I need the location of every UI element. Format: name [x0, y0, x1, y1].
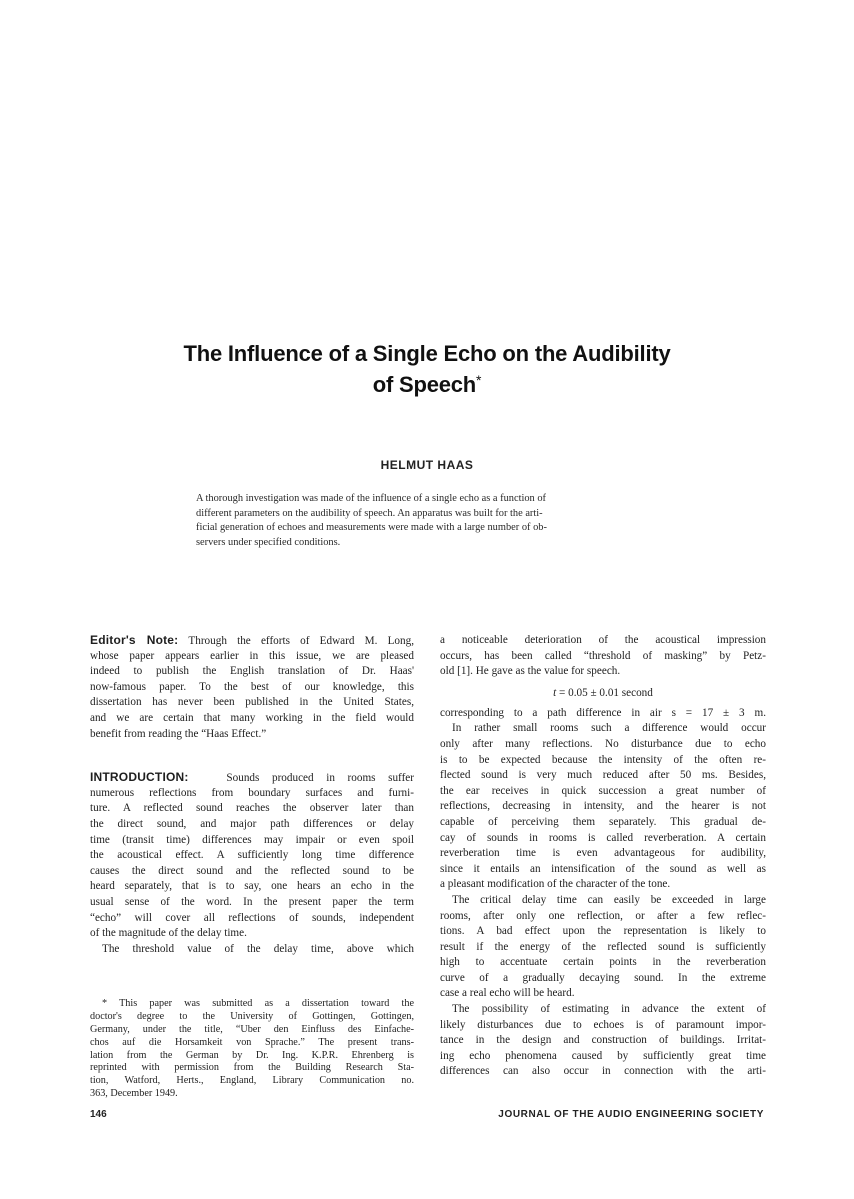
body-line: since it entails an intensification of the sound as well as	[440, 862, 766, 875]
abstract-line: servers under specified conditions.	[196, 536, 341, 548]
journal-name: JOURNAL OF THE AUDIO ENGINEERING SOCIETY	[498, 1109, 764, 1120]
body-line: a noticeable deterioration of the acoustical impression	[440, 634, 766, 646]
body-line: reverberation time is even advantageous for audibility,	[440, 847, 766, 860]
body-line: rooms, after only one reflection, or after a few reflec-	[440, 909, 766, 922]
editors-note-line: benefit from reading the “Haas Effect.”	[90, 727, 267, 740]
body-line: tions. A bad effect upon the representation is likely to	[440, 925, 766, 938]
footnote-line: * This paper was submitted as a dissertation toward the	[102, 998, 414, 1009]
body-line: flected sound is very much reduced after 50 ms. Besides,	[440, 769, 766, 782]
footnote-line: reprinted with permission from the Building Research Sta-	[90, 1062, 414, 1074]
editors-note-line: now-famous paper. To the best of our knowledge, this	[90, 680, 414, 693]
body-line: cay of sounds in rooms is called reverberation. A certain	[440, 831, 766, 844]
introduction-line: causes the direct sound and the reflected sound to be	[90, 864, 414, 877]
body-line: the ear receives in quick succession a great number of	[440, 784, 766, 797]
introduction-text: Sounds produced in rooms suffer	[226, 772, 414, 785]
introduction-line: heard separately, that is to say, one hears an echo in the	[90, 880, 414, 893]
editors-note-line: indeed to publish the English translation of Dr. Haas'	[90, 665, 414, 678]
body-line: result if the energy of the reflected sound is sufficiently	[440, 940, 766, 953]
body-line: The critical delay time can easily be exceeded in large	[452, 893, 766, 906]
paper-title	[120, 338, 734, 400]
paper-title-line-2-text: of Speech	[372, 372, 477, 397]
left-column	[90, 633, 414, 957]
introduction-line	[90, 770, 414, 786]
spacer	[90, 742, 414, 756]
footnote-line: doctor's degree to the University of Gottingen, Gottingen,	[90, 1010, 414, 1022]
footnote-line: chos auf die Horsamkeit von Sprache.” The present trans-	[90, 1036, 414, 1048]
footnote	[90, 998, 414, 1101]
introduction-line: ture. A reflected sound reaches the observer later than	[90, 802, 414, 815]
body-line: The possibility of estimating in advance the extent of	[452, 1003, 766, 1016]
body-line: occurs, has been called “threshold of masking” by Petz-	[440, 649, 766, 662]
editors-note-line: and we are certain that many working in the field would	[90, 711, 414, 724]
body-line: high to accentuate certain points in the reverberation	[440, 956, 766, 969]
right-column	[440, 633, 766, 1080]
introduction-line: the acoustical effect. A sufficiently long time difference	[90, 849, 414, 862]
body-line: is to be expected because the intensity of the often re-	[440, 753, 766, 766]
body-line: likely disturbances due to echoes is of paramount impor-	[440, 1018, 766, 1031]
body-line: corresponding to a path difference in air s = 17 ± 3 m.	[440, 706, 766, 719]
body-line: In rather small rooms such a difference would occur	[452, 722, 766, 735]
abstract-line: ficial generation of echoes and measurements were made with a large number of ob-	[196, 522, 547, 533]
body-line: a pleasant modification of the character of the tone.	[440, 878, 671, 891]
spacer	[90, 756, 414, 770]
abstract-line: different parameters on the audibility of speech. An apparatus was built for the arti-	[196, 507, 543, 519]
introduction-line: The threshold value of the delay time, above which	[102, 942, 414, 955]
editors-note-text: Through the efforts of Edward M. Long,	[188, 635, 414, 647]
footnote-line: Germany, under the title, “Uber den Einfluss des Einfache-	[90, 1023, 414, 1035]
page-number: 146	[90, 1109, 107, 1120]
introduction-line: the direct sound, and major path differences or delay	[90, 817, 414, 830]
equation-expression: = 0.05 ± 0.01 second	[556, 686, 653, 699]
body-line: only after many reflections. No disturbance due to echo	[440, 737, 766, 750]
introduction-line: usual sense of the word. In the present paper the term	[90, 895, 414, 908]
introduction-line: of the magnitude of the delay time.	[90, 927, 247, 940]
editors-note-line: whose paper appears earlier in this issue, we are pleased	[90, 649, 414, 662]
abstract-line: A thorough investigation was made of the influence of a single echo as a function of	[196, 493, 547, 504]
paper-title-line-1: The Influence of a Single Echo on the Audibility	[183, 341, 671, 366]
introduction-line: numerous reflections from boundary surfaces and furni-	[90, 786, 414, 799]
equation-variable: t	[553, 686, 557, 699]
introduction-line: “echo” will cover all reflections of sounds, independent	[90, 911, 414, 924]
editors-note-heading: Editor's Note:	[90, 633, 179, 647]
paper-title-line-2	[120, 369, 734, 400]
body-line: capable of perceiving them separately. This gradual de-	[440, 815, 766, 828]
body-line: ing echo phenomena caused by sufficiently great time	[440, 1049, 766, 1062]
introduction-heading: INTRODUCTION:	[90, 770, 189, 785]
footnote-line: tion, Watford, Herts., England, Library Communication no.	[90, 1075, 414, 1087]
body-line: case a real echo will be heard.	[440, 987, 575, 1000]
title-footnote-mark: *	[476, 372, 482, 388]
introduction-line: time (transit time) differences may impair or even spoil	[90, 833, 414, 846]
equation	[440, 680, 766, 706]
footnote-line: 363, December 1949.	[90, 1088, 178, 1100]
body-line: differences can also occur in connection with the arti-	[440, 1065, 766, 1078]
body-line: tance in the design and construction of buildings. Irritat-	[440, 1034, 766, 1047]
body-line: reflections, decreasing in intensity, and the hearer is not	[440, 800, 766, 813]
body-line: curve of a gradually decaying sound. In the extreme	[440, 971, 766, 984]
editors-note-line: dissertation has never been published in the United States,	[90, 696, 414, 709]
abstract	[196, 492, 662, 550]
body-line: old [1]. He gave as the value for speech.	[440, 665, 621, 678]
author-name: HELMUT HAAS	[380, 458, 474, 472]
footnote-line: lation from the German by Dr. Ing. K.P.R. Ehrenberg is	[90, 1049, 414, 1061]
editors-note-line	[90, 633, 414, 649]
